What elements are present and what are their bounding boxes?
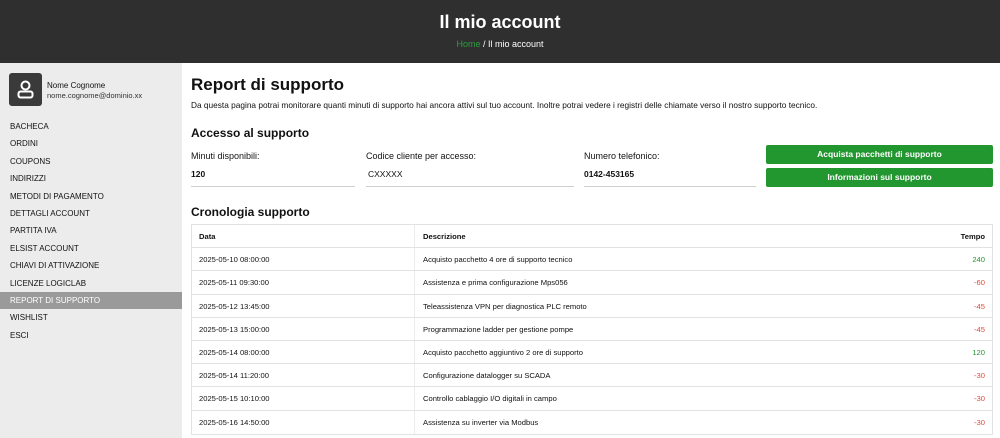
sidebar-item-coupons[interactable]: COUPONS xyxy=(10,156,51,166)
table-row xyxy=(192,248,992,271)
table-row xyxy=(192,411,992,434)
sidebar-item-indirizzi[interactable]: INDIRIZZI xyxy=(10,174,46,184)
table-row xyxy=(192,387,992,410)
cell-description: Assistenza su inverter via Modbus xyxy=(423,417,539,427)
minutes-field xyxy=(191,151,355,187)
sidebar-item-wishlist[interactable]: WISHLIST xyxy=(10,313,48,323)
user-icon xyxy=(17,80,34,99)
phone-label: Numero telefonico: xyxy=(584,151,660,161)
intro-text: Da questa pagina potrai monitorare quanti minuti di supporto hai ancora attivi sul tuo account. Inoltre potrai vedere i registri delle chiamate verso il nostro supporto tecnico. xyxy=(191,100,818,110)
cell-time: -45 xyxy=(974,324,985,334)
table-row xyxy=(192,364,992,387)
cell-date: 2025-05-13 15:00:00 xyxy=(199,324,270,334)
client-code-label: Codice cliente per accesso: xyxy=(366,151,477,161)
sidebar-menu xyxy=(0,118,182,344)
cell-time: 240 xyxy=(972,255,985,265)
client-code-field xyxy=(366,151,574,187)
sidebar-item-licenze-logiclab[interactable]: LICENZE LOGICLAB xyxy=(10,278,87,288)
table-row xyxy=(192,341,992,364)
cell-date: 2025-05-10 08:00:00 xyxy=(199,255,270,265)
profile-name: Nome Cognome xyxy=(47,81,106,90)
history-title: Cronologia supporto xyxy=(191,205,310,219)
breadcrumb-home-link[interactable]: Home xyxy=(456,39,481,49)
sidebar-item-partita-iva[interactable]: PARTITA IVA xyxy=(10,226,57,236)
cell-description: Acquisto pacchetto 4 ore di supporto tecnico xyxy=(423,255,573,265)
cell-date: 2025-05-15 10:10:00 xyxy=(199,394,270,404)
breadcrumb-separator: / xyxy=(480,39,488,49)
buy-support-button[interactable]: Acquista pacchetti di supporto xyxy=(766,145,993,164)
profile-email: nome.cognome@dominio.xx xyxy=(47,91,143,100)
minutes-label: Minuti disponibili: xyxy=(191,151,260,161)
breadcrumb-current: Il mio account xyxy=(488,39,544,49)
cell-time: -30 xyxy=(974,394,985,404)
cell-description: Controllo cablaggio I/O digitali in campo xyxy=(423,394,557,404)
sidebar-item-bacheca[interactable]: BACHECA xyxy=(10,122,49,131)
cell-date: 2025-05-16 14:50:00 xyxy=(199,417,270,427)
table-body xyxy=(192,248,992,434)
sidebar-item-dettagli-account[interactable]: DETTAGLI ACCOUNT xyxy=(10,208,90,218)
sidebar-item-ordini[interactable]: ORDINI xyxy=(10,139,38,149)
header-date: Data xyxy=(199,232,216,241)
sidebar-item-elsist-account[interactable]: ELSIST ACCOUNT xyxy=(10,243,79,253)
header-description: Descrizione xyxy=(423,232,466,241)
cell-time: -45 xyxy=(974,301,985,311)
page-title: Il mio account xyxy=(439,12,561,32)
sidebar-item-esci[interactable]: ESCI xyxy=(10,330,29,340)
profile-card xyxy=(9,73,179,107)
support-info-button[interactable]: Informazioni sul supporto xyxy=(766,168,993,187)
cell-time: -30 xyxy=(974,417,985,427)
cell-description: Configurazione datalogger su SCADA xyxy=(423,371,551,381)
phone-value: 0142-453165 xyxy=(584,167,756,187)
cell-date: 2025-05-14 08:00:00 xyxy=(199,347,270,357)
table-row xyxy=(192,318,992,341)
page-header xyxy=(0,0,1000,63)
table-row xyxy=(192,295,992,318)
client-code-value: CXXXXX xyxy=(366,167,574,187)
header-time: Tempo xyxy=(960,232,985,241)
section-title: Report di supporto xyxy=(191,75,344,94)
breadcrumb xyxy=(0,39,1000,49)
sidebar-item-metodi-di-pagamento[interactable]: METODI DI PAGAMENTO xyxy=(10,191,104,201)
cell-date: 2025-05-12 13:45:00 xyxy=(199,301,270,311)
avatar xyxy=(9,73,42,106)
minutes-value: 120 xyxy=(191,167,355,187)
cell-time: -60 xyxy=(974,278,985,288)
table-row xyxy=(192,271,992,294)
cell-description: Assistenza e prima configurazione Mps056 xyxy=(423,278,568,288)
phone-field xyxy=(584,151,756,187)
access-title: Accesso al supporto xyxy=(191,126,310,140)
sidebar-item-chiavi-di-attivazione[interactable]: CHIAVI DI ATTIVAZIONE xyxy=(10,261,100,271)
sidebar-item-report-di-supporto[interactable]: REPORT DI SUPPORTO xyxy=(0,292,182,309)
cell-description: Teleassistenza VPN per diagnostica PLC remoto xyxy=(423,301,587,311)
cell-date: 2025-05-11 09:30:00 xyxy=(199,278,269,288)
support-history-table xyxy=(191,224,993,435)
sidebar xyxy=(0,63,182,438)
table-header-row xyxy=(192,225,992,248)
cell-time: -30 xyxy=(974,371,985,381)
cell-description: Programmazione ladder per gestione pompe xyxy=(423,324,574,334)
cell-time: 120 xyxy=(972,347,985,357)
cell-description: Acquisto pacchetto aggiuntivo 2 ore di supporto xyxy=(423,347,583,357)
cell-date: 2025-05-14 11:20:00 xyxy=(199,371,269,381)
